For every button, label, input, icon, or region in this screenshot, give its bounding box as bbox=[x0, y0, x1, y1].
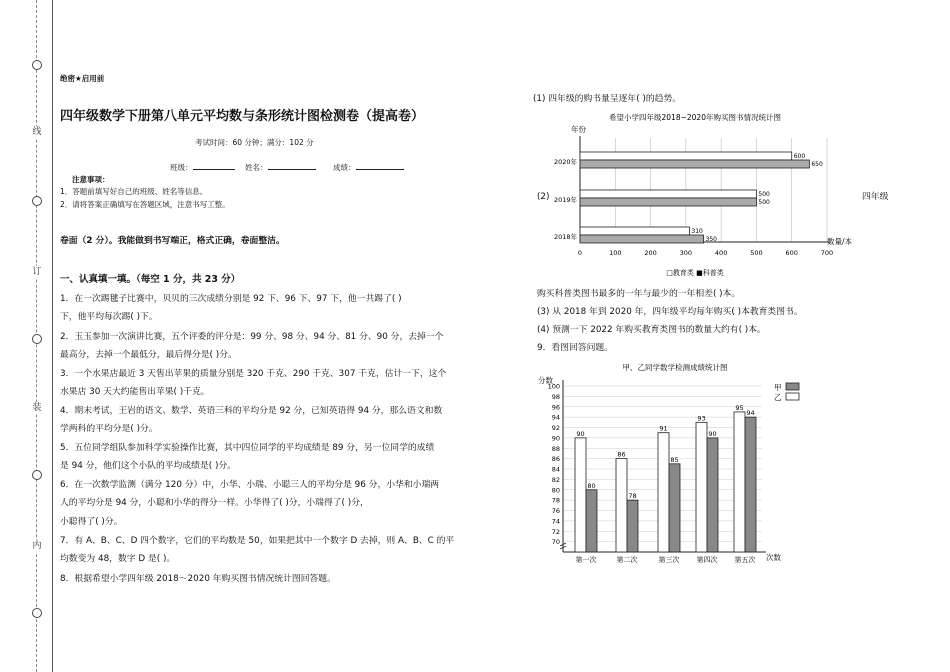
x-tick-label: 100 bbox=[609, 249, 622, 257]
binding-circle bbox=[32, 608, 42, 618]
data-label: 93 bbox=[697, 414, 706, 423]
data-label: 94 bbox=[746, 409, 755, 418]
y-tick-label: 92 bbox=[551, 424, 560, 432]
x-tick-label: 500 bbox=[750, 249, 763, 257]
question-line: 2．玉玉参加一次演讲比赛，五个评委的评分是：99 分、98 分、94 分、81 分、90 分，去掉一个 bbox=[60, 332, 444, 342]
question-line: 3．一个水果店最近 3 天售出苹果的质量分别是 320 千克、290 千克、307 千克，估计一下，这个 bbox=[60, 369, 447, 379]
name-label: 姓名： bbox=[245, 163, 268, 172]
bar-education bbox=[580, 227, 689, 235]
x-tick-label: 700 bbox=[820, 249, 834, 257]
chart-title: 甲、乙同学数学检测成绩统计图 bbox=[622, 363, 728, 372]
y-tick-label: 96 bbox=[551, 403, 560, 412]
data-label: 310 bbox=[691, 228, 703, 235]
question-line: 1．在一次踢毽子比赛中，贝贝的三次成绩分别是 92 下、96 下、97 下，他一共踢了( ) bbox=[60, 294, 402, 304]
margin-line bbox=[52, 0, 53, 672]
x-tick-label: 200 bbox=[644, 249, 657, 257]
data-label: 95 bbox=[735, 403, 744, 412]
y-tick-label: 88 bbox=[551, 444, 560, 453]
book-purchase-chart bbox=[545, 110, 853, 282]
note-item: 1．答题前填写好自己的班级、姓名等信息。 bbox=[60, 187, 208, 196]
binding-mark-zhuang: 装 bbox=[30, 402, 44, 414]
data-label: 600 bbox=[793, 153, 806, 160]
bar-yi bbox=[696, 422, 707, 552]
data-label: 90 bbox=[708, 429, 717, 438]
binding-circle bbox=[32, 60, 42, 70]
x-axis-label: 数量/本 bbox=[827, 237, 853, 246]
bar-yi bbox=[575, 438, 586, 552]
question-line: 人的平均分是 94 分，小聪和小华的得分一样。小华得了( )分，小瑞得了( )分， bbox=[60, 498, 369, 508]
bar-science bbox=[580, 198, 756, 206]
q9-title: 9．看图回答问题。 bbox=[537, 343, 613, 353]
binding-circle bbox=[32, 470, 42, 480]
category-label: 第四次 bbox=[696, 556, 718, 564]
question-line: 水果店 30 天大约能售出苹果( )千克。 bbox=[60, 387, 210, 397]
y-tick-label: 84 bbox=[551, 465, 560, 474]
bar-yi bbox=[734, 412, 745, 552]
question-line: 7．有 A、B、C、D 四个数字，它们的平均数是 50，如果把其中一个数字 D 去掉，则 A、B、C 的平 bbox=[60, 536, 455, 546]
question-line: 学两科的平均分是( )分。 bbox=[60, 424, 158, 434]
data-label: 650 bbox=[811, 161, 823, 168]
question-line: 均数变为 48，数字 D 是( )。 bbox=[60, 554, 176, 564]
y-tick-label: 98 bbox=[551, 392, 560, 401]
legend-swatch-jia bbox=[786, 383, 799, 390]
data-label: 90 bbox=[576, 429, 585, 438]
question-line: 下，他平均每次踢( )下。 bbox=[60, 312, 158, 322]
section1-title: 一、认真填一填。（每空 1 分，共 23 分） bbox=[60, 274, 241, 285]
binding-circle bbox=[32, 196, 42, 206]
category-label: 第二次 bbox=[616, 556, 638, 564]
question-line: 4．期末考试，王岩的语文、数学、英语三科的平均分是 92 分，已知英语得 94 分，那么语文和数 bbox=[60, 406, 443, 416]
question-line: 最高分，去掉一个最低分，最后得分是( )分。 bbox=[60, 350, 237, 360]
bar-jia bbox=[586, 490, 597, 552]
question-line: 5．五位同学组队参加科学实验操作比赛，其中四位同学的平均成绩是 89 分，另一位同学的成绩 bbox=[60, 443, 435, 453]
legend: □教育类 ■科普类 bbox=[666, 269, 724, 277]
y-axis-label: 分数 bbox=[538, 376, 553, 385]
bar-science bbox=[580, 160, 809, 168]
y-tick-label: 90 bbox=[551, 434, 560, 443]
y-tick-label: 72 bbox=[551, 527, 560, 536]
data-label: 80 bbox=[587, 481, 596, 490]
y-axis-label: 年份 bbox=[571, 125, 586, 134]
data-label: 500 bbox=[758, 199, 770, 206]
binding-mark-xian: 线 bbox=[30, 126, 44, 138]
q8-sub4: (4) 预测一下 2022 年购买教育类图书的数量大约有( )本。 bbox=[537, 325, 766, 335]
name-field[interactable] bbox=[245, 161, 316, 173]
x-tick-label: 600 bbox=[785, 249, 798, 257]
question-line: 是 94 分，他们这个小队的平均成绩是( )分。 bbox=[60, 461, 236, 471]
neatness-line: 卷面（2 分）。我能做到书写端正，格式正确，卷面整洁。 bbox=[60, 236, 285, 246]
score-field[interactable] bbox=[333, 161, 404, 173]
category-label: 2019年 bbox=[553, 196, 577, 204]
legend-label-yi: 乙 bbox=[774, 393, 782, 402]
y-tick-label: 74 bbox=[551, 517, 560, 526]
notes-title: 注意事项： bbox=[72, 175, 110, 184]
class-label: 班级： bbox=[170, 163, 193, 172]
bar-jia bbox=[669, 464, 680, 552]
y-tick-label: 82 bbox=[551, 475, 560, 484]
legend-label-jia: 甲 bbox=[774, 383, 782, 392]
binding-circle bbox=[32, 334, 42, 344]
bar-yi bbox=[658, 433, 669, 552]
q8-sub2-cont: 购买科普类图书最多的一年与最少的一年相差( )本。 bbox=[537, 289, 741, 299]
data-label: 350 bbox=[705, 236, 717, 243]
bar-science bbox=[580, 235, 704, 243]
q8-sub3: (3) 从 2018 年到 2020 年，四年级平均每年购买( )本教育类图书。 bbox=[537, 307, 803, 317]
y-tick-label: 100 bbox=[547, 382, 560, 391]
page-title: 四年级数学下册第八单元平均数与条形统计图检测卷（提高卷） bbox=[60, 109, 425, 124]
note-item: 2．请将答案正确填写在答题区域，注意书写工整。 bbox=[60, 200, 230, 209]
math-score-chart bbox=[530, 358, 830, 570]
category-label: 第三次 bbox=[658, 556, 680, 564]
bar-jia bbox=[745, 417, 756, 552]
question-line: 小聪得了( )分。 bbox=[60, 517, 123, 527]
y-tick-label: 80 bbox=[551, 486, 560, 495]
bar-yi bbox=[616, 459, 627, 552]
x-axis-label: 次数 bbox=[766, 553, 781, 562]
x-tick-label: 400 bbox=[714, 249, 728, 257]
y-tick-label: 86 bbox=[551, 455, 560, 464]
x-tick-label: 0 bbox=[577, 249, 583, 257]
y-tick-label: 70 bbox=[551, 538, 560, 547]
category-label: 第一次 bbox=[575, 556, 597, 564]
q8-sub2-prefix: (2) bbox=[537, 192, 550, 202]
binding-mark-ding: 订 bbox=[30, 266, 44, 278]
q8-sub2-side: 四年级 bbox=[862, 192, 889, 202]
legend-swatch-yi bbox=[786, 393, 799, 400]
chart-title: 希望小学四年级2018~2020年购买图书情况统计图 bbox=[609, 113, 781, 122]
x-tick-label: 300 bbox=[679, 249, 693, 257]
class-field[interactable] bbox=[170, 161, 235, 173]
category-label: 2018年 bbox=[553, 233, 577, 241]
q8-sub1: (1) 四年级的购书量呈逐年( )的趋势。 bbox=[533, 94, 682, 104]
question-line: 8．根据希望小学四年级 2018～2020 年购买图书情况统计图回答题。 bbox=[60, 574, 336, 584]
y-tick-label: 78 bbox=[551, 496, 560, 505]
data-label: 86 bbox=[617, 450, 626, 459]
category-label: 第五次 bbox=[734, 556, 756, 564]
bar-education bbox=[580, 190, 756, 198]
question-line: 6．在一次数学监测（满分 120 分）中，小华、小瑞、小聪三人的平均分是 96 分，小华和小瑞两 bbox=[60, 480, 440, 490]
score-label: 成绩： bbox=[333, 163, 356, 172]
binding-mark-nei: 内 bbox=[30, 540, 44, 552]
binding-margin bbox=[0, 0, 48, 672]
y-tick-label: 94 bbox=[551, 413, 560, 422]
exam-info: 考试时间：60 分钟；满分：102 分 bbox=[195, 138, 314, 147]
data-label: 91 bbox=[659, 424, 668, 433]
category-label: 2020年 bbox=[553, 158, 577, 166]
data-label: 78 bbox=[628, 492, 637, 501]
bar-jia bbox=[627, 500, 638, 552]
bar-jia bbox=[707, 438, 718, 552]
data-label: 85 bbox=[670, 455, 679, 464]
y-tick-label: 76 bbox=[551, 507, 560, 515]
data-label: 500 bbox=[758, 191, 770, 198]
bar-education bbox=[580, 152, 792, 160]
secret-label: 绝密★启用前 bbox=[60, 74, 105, 83]
